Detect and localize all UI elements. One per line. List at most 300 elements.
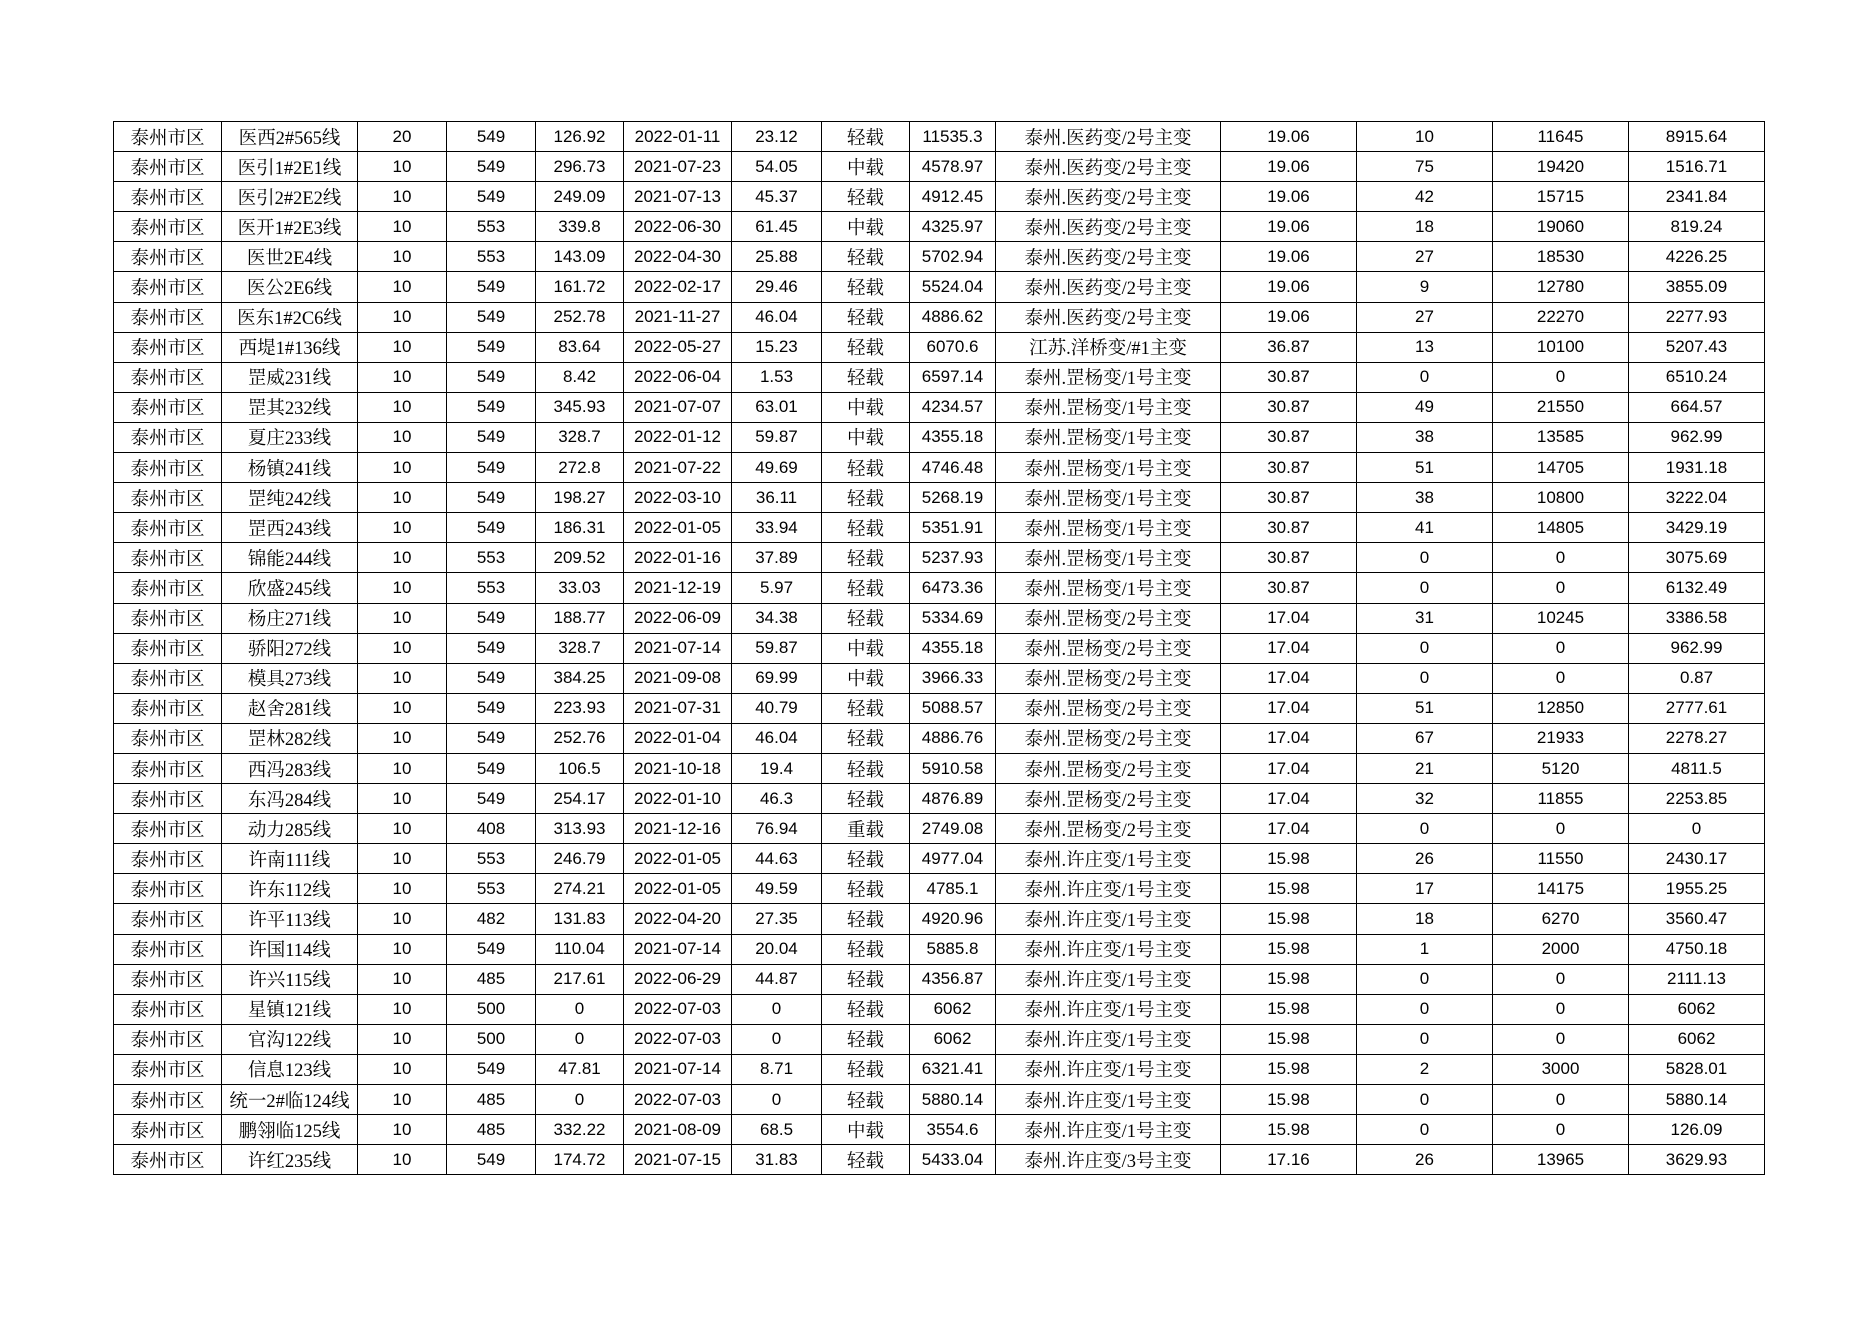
transformer-cell: 泰州.罡杨变/1号主变 [996,422,1221,452]
transformer-cell: 泰州.许庄变/1号主变 [996,994,1221,1024]
transformer-reserve-cell: 17.04 [1221,753,1357,783]
transformer-reserve-cell: 19.06 [1221,152,1357,182]
transformer-cell: 泰州.许庄变/1号主变 [996,844,1221,874]
max-load-cell: 126.92 [536,122,624,152]
load-status-cell: 轻载 [822,994,910,1024]
remaining-capacity-cell: 3222.04 [1629,483,1765,513]
users-count-cell: 75 [1357,152,1493,182]
max-load-date-cell: 2022-01-10 [624,784,732,814]
load-status-cell: 中载 [822,422,910,452]
table-row [114,272,1765,302]
installed-capacity-cell: 12780 [1493,272,1629,302]
transformer-reserve-cell: 15.98 [1221,934,1357,964]
feeder-name-cell: 杨镇241线 [222,453,358,483]
rated-capacity-cell: 549 [447,1054,536,1084]
max-load-date-cell: 2022-03-10 [624,483,732,513]
transformer-cell: 泰州.许庄变/1号主变 [996,1024,1221,1054]
table-row [114,392,1765,422]
available-capacity-cell: 4920.96 [910,904,996,934]
voltage-level-cell: 10 [358,272,447,302]
region-cell: 泰州市区 [114,422,222,452]
region-cell: 泰州市区 [114,122,222,152]
max-load-cell: 223.93 [536,693,624,723]
load-rate-cell: 8.71 [732,1054,822,1084]
installed-capacity-cell: 0 [1493,1115,1629,1145]
load-rate-cell: 46.3 [732,784,822,814]
remaining-capacity-cell: 6510.24 [1629,362,1765,392]
installed-capacity-cell: 19420 [1493,152,1629,182]
users-count-cell: 26 [1357,1145,1493,1175]
table-row [114,242,1765,272]
users-count-cell: 0 [1357,663,1493,693]
available-capacity-cell: 6062 [910,1024,996,1054]
max-load-date-cell: 2022-06-30 [624,212,732,242]
max-load-date-cell: 2022-01-04 [624,723,732,753]
remaining-capacity-cell: 0 [1629,814,1765,844]
load-status-cell: 轻载 [822,844,910,874]
table-row [114,422,1765,452]
transformer-reserve-cell: 17.04 [1221,603,1357,633]
load-rate-cell: 0 [732,1085,822,1115]
available-capacity-cell: 6062 [910,994,996,1024]
feeder-name-cell: 动力285线 [222,814,358,844]
load-rate-cell: 23.12 [732,122,822,152]
region-cell: 泰州市区 [114,573,222,603]
remaining-capacity-cell: 5828.01 [1629,1054,1765,1084]
transformer-reserve-cell: 30.87 [1221,543,1357,573]
load-rate-cell: 46.04 [732,723,822,753]
feeder-name-cell: 西堤1#136线 [222,332,358,362]
available-capacity-cell: 5268.19 [910,483,996,513]
load-rate-cell: 44.87 [732,964,822,994]
region-cell: 泰州市区 [114,272,222,302]
users-count-cell: 26 [1357,844,1493,874]
table-row [114,904,1765,934]
users-count-cell: 32 [1357,784,1493,814]
available-capacity-cell: 4325.97 [910,212,996,242]
table-row [114,753,1765,783]
remaining-capacity-cell: 819.24 [1629,212,1765,242]
load-rate-cell: 19.4 [732,753,822,783]
table-row [114,844,1765,874]
load-rate-cell: 33.94 [732,513,822,543]
remaining-capacity-cell: 4811.5 [1629,753,1765,783]
rated-capacity-cell: 549 [447,122,536,152]
load-rate-cell: 1.53 [732,362,822,392]
region-cell: 泰州市区 [114,964,222,994]
load-status-cell: 轻载 [822,1085,910,1115]
remaining-capacity-cell: 126.09 [1629,1115,1765,1145]
table-row [114,964,1765,994]
load-status-cell: 轻载 [822,302,910,332]
rated-capacity-cell: 553 [447,844,536,874]
voltage-level-cell: 10 [358,483,447,513]
max-load-date-cell: 2022-06-29 [624,964,732,994]
load-rate-cell: 31.83 [732,1145,822,1175]
available-capacity-cell: 5088.57 [910,693,996,723]
rated-capacity-cell: 549 [447,362,536,392]
load-rate-cell: 25.88 [732,242,822,272]
region-cell: 泰州市区 [114,1085,222,1115]
transformer-reserve-cell: 15.98 [1221,1085,1357,1115]
load-rate-cell: 63.01 [732,392,822,422]
installed-capacity-cell: 0 [1493,994,1629,1024]
feeder-name-cell: 星镇121线 [222,994,358,1024]
transformer-cell: 江苏.洋桥变/#1主变 [996,332,1221,362]
max-load-date-cell: 2022-04-30 [624,242,732,272]
installed-capacity-cell: 0 [1493,573,1629,603]
transformer-cell: 泰州.许庄变/1号主变 [996,1085,1221,1115]
feeder-name-cell: 医引1#2E1线 [222,152,358,182]
rated-capacity-cell: 549 [447,693,536,723]
feeder-name-cell: 罡其232线 [222,392,358,422]
region-cell: 泰州市区 [114,453,222,483]
table-row [114,332,1765,362]
load-rate-cell: 27.35 [732,904,822,934]
load-status-cell: 轻载 [822,122,910,152]
voltage-level-cell: 10 [358,964,447,994]
region-cell: 泰州市区 [114,1115,222,1145]
region-cell: 泰州市区 [114,513,222,543]
max-load-cell: 8.42 [536,362,624,392]
available-capacity-cell: 4886.62 [910,302,996,332]
table-row [114,362,1765,392]
max-load-date-cell: 2021-10-18 [624,753,732,783]
region-cell: 泰州市区 [114,633,222,663]
rated-capacity-cell: 485 [447,1085,536,1115]
transformer-cell: 泰州.罡杨变/2号主变 [996,723,1221,753]
region-cell: 泰州市区 [114,212,222,242]
max-load-cell: 131.83 [536,904,624,934]
feeder-name-cell: 信息123线 [222,1054,358,1084]
transformer-reserve-cell: 19.06 [1221,182,1357,212]
table-row [114,723,1765,753]
available-capacity-cell: 5702.94 [910,242,996,272]
table-row [114,543,1765,573]
transformer-reserve-cell: 17.04 [1221,723,1357,753]
max-load-cell: 272.8 [536,453,624,483]
max-load-cell: 174.72 [536,1145,624,1175]
max-load-date-cell: 2022-05-27 [624,332,732,362]
transformer-cell: 泰州.医药变/2号主变 [996,122,1221,152]
max-load-date-cell: 2022-01-05 [624,874,732,904]
voltage-level-cell: 10 [358,302,447,332]
transformer-cell: 泰州.罡杨变/2号主变 [996,753,1221,783]
table-row [114,453,1765,483]
rated-capacity-cell: 549 [447,663,536,693]
remaining-capacity-cell: 2253.85 [1629,784,1765,814]
transformer-cell: 泰州.罡杨变/2号主变 [996,693,1221,723]
feeder-name-cell: 鹏翎临125线 [222,1115,358,1145]
max-load-cell: 0 [536,1085,624,1115]
available-capacity-cell: 5910.58 [910,753,996,783]
remaining-capacity-cell: 3075.69 [1629,543,1765,573]
available-capacity-cell: 6473.36 [910,573,996,603]
transformer-reserve-cell: 15.98 [1221,964,1357,994]
available-capacity-cell: 4746.48 [910,453,996,483]
voltage-level-cell: 10 [358,332,447,362]
max-load-cell: 47.81 [536,1054,624,1084]
voltage-level-cell: 10 [358,152,447,182]
rated-capacity-cell: 549 [447,422,536,452]
table-row [114,1145,1765,1175]
installed-capacity-cell: 0 [1493,663,1629,693]
available-capacity-cell: 4912.45 [910,182,996,212]
available-capacity-cell: 5880.14 [910,1085,996,1115]
remaining-capacity-cell: 1516.71 [1629,152,1765,182]
rated-capacity-cell: 549 [447,784,536,814]
transformer-reserve-cell: 15.98 [1221,994,1357,1024]
load-rate-cell: 40.79 [732,693,822,723]
available-capacity-cell: 4355.18 [910,633,996,663]
transformer-cell: 泰州.罡杨变/1号主变 [996,392,1221,422]
load-rate-cell: 59.87 [732,633,822,663]
transformer-reserve-cell: 30.87 [1221,573,1357,603]
installed-capacity-cell: 19060 [1493,212,1629,242]
feeder-name-cell: 医西2#565线 [222,122,358,152]
users-count-cell: 27 [1357,242,1493,272]
max-load-cell: 332.22 [536,1115,624,1145]
rated-capacity-cell: 500 [447,1024,536,1054]
installed-capacity-cell: 11645 [1493,122,1629,152]
max-load-date-cell: 2021-07-13 [624,182,732,212]
transformer-cell: 泰州.罡杨变/1号主变 [996,573,1221,603]
feeder-name-cell: 医世2E4线 [222,242,358,272]
transformer-reserve-cell: 17.04 [1221,693,1357,723]
rated-capacity-cell: 549 [447,1145,536,1175]
users-count-cell: 0 [1357,814,1493,844]
installed-capacity-cell: 12850 [1493,693,1629,723]
feeder-name-cell: 罡林282线 [222,723,358,753]
users-count-cell: 42 [1357,182,1493,212]
transformer-cell: 泰州.医药变/2号主变 [996,152,1221,182]
region-cell: 泰州市区 [114,182,222,212]
table-row [114,784,1765,814]
voltage-level-cell: 10 [358,513,447,543]
available-capacity-cell: 4234.57 [910,392,996,422]
max-load-cell: 339.8 [536,212,624,242]
rated-capacity-cell: 553 [447,874,536,904]
region-cell: 泰州市区 [114,242,222,272]
installed-capacity-cell: 10245 [1493,603,1629,633]
users-count-cell: 51 [1357,453,1493,483]
available-capacity-cell: 2749.08 [910,814,996,844]
installed-capacity-cell: 22270 [1493,302,1629,332]
users-count-cell: 0 [1357,1024,1493,1054]
rated-capacity-cell: 549 [447,152,536,182]
available-capacity-cell: 3554.6 [910,1115,996,1145]
table-row [114,814,1765,844]
users-count-cell: 9 [1357,272,1493,302]
users-count-cell: 31 [1357,603,1493,633]
voltage-level-cell: 10 [358,663,447,693]
table-row [114,1054,1765,1084]
max-load-cell: 254.17 [536,784,624,814]
installed-capacity-cell: 0 [1493,814,1629,844]
load-status-cell: 轻载 [822,513,910,543]
remaining-capacity-cell: 2277.93 [1629,302,1765,332]
region-cell: 泰州市区 [114,483,222,513]
transformer-reserve-cell: 19.06 [1221,122,1357,152]
transformer-reserve-cell: 17.04 [1221,784,1357,814]
users-count-cell: 18 [1357,212,1493,242]
installed-capacity-cell: 14805 [1493,513,1629,543]
remaining-capacity-cell: 3386.58 [1629,603,1765,633]
rated-capacity-cell: 485 [447,964,536,994]
users-count-cell: 67 [1357,723,1493,753]
available-capacity-cell: 3966.33 [910,663,996,693]
feeder-name-cell: 官沟122线 [222,1024,358,1054]
voltage-level-cell: 10 [358,362,447,392]
installed-capacity-cell: 14705 [1493,453,1629,483]
voltage-level-cell: 10 [358,1024,447,1054]
load-status-cell: 轻载 [822,1024,910,1054]
max-load-cell: 217.61 [536,964,624,994]
max-load-date-cell: 2021-08-09 [624,1115,732,1145]
feeder-name-cell: 许红235线 [222,1145,358,1175]
transformer-cell: 泰州.许庄变/1号主变 [996,904,1221,934]
load-status-cell: 轻载 [822,753,910,783]
max-load-cell: 161.72 [536,272,624,302]
feeder-name-cell: 医引2#2E2线 [222,182,358,212]
max-load-date-cell: 2021-07-31 [624,693,732,723]
load-rate-cell: 15.23 [732,332,822,362]
available-capacity-cell: 5885.8 [910,934,996,964]
load-status-cell: 轻载 [822,272,910,302]
remaining-capacity-cell: 6062 [1629,1024,1765,1054]
max-load-date-cell: 2021-07-14 [624,1054,732,1084]
transformer-cell: 泰州.罡杨变/1号主变 [996,513,1221,543]
feeder-name-cell: 许平113线 [222,904,358,934]
voltage-level-cell: 10 [358,874,447,904]
available-capacity-cell: 4785.1 [910,874,996,904]
transformer-reserve-cell: 17.04 [1221,814,1357,844]
max-load-date-cell: 2022-02-17 [624,272,732,302]
load-status-cell: 轻载 [822,784,910,814]
users-count-cell: 49 [1357,392,1493,422]
load-rate-cell: 61.45 [732,212,822,242]
installed-capacity-cell: 10100 [1493,332,1629,362]
users-count-cell: 0 [1357,362,1493,392]
voltage-level-cell: 10 [358,723,447,753]
load-rate-cell: 0 [732,994,822,1024]
voltage-level-cell: 10 [358,422,447,452]
load-status-cell: 轻载 [822,904,910,934]
available-capacity-cell: 4355.18 [910,422,996,452]
load-rate-cell: 76.94 [732,814,822,844]
feeder-name-cell: 西冯283线 [222,753,358,783]
max-load-date-cell: 2022-01-16 [624,543,732,573]
transformer-reserve-cell: 15.98 [1221,904,1357,934]
region-cell: 泰州市区 [114,934,222,964]
voltage-level-cell: 10 [358,814,447,844]
installed-capacity-cell: 0 [1493,362,1629,392]
installed-capacity-cell: 13585 [1493,422,1629,452]
load-rate-cell: 49.59 [732,874,822,904]
max-load-date-cell: 2022-06-04 [624,362,732,392]
table-row [114,1115,1765,1145]
transformer-cell: 泰州.罡杨变/2号主变 [996,663,1221,693]
feeder-name-cell: 医开1#2E3线 [222,212,358,242]
rated-capacity-cell: 553 [447,543,536,573]
rated-capacity-cell: 549 [447,302,536,332]
max-load-date-cell: 2022-01-05 [624,513,732,543]
feeder-name-cell: 赵舍281线 [222,693,358,723]
users-count-cell: 38 [1357,422,1493,452]
rated-capacity-cell: 549 [447,723,536,753]
feeder-name-cell: 罡威231线 [222,362,358,392]
voltage-level-cell: 10 [358,543,447,573]
load-status-cell: 轻载 [822,483,910,513]
transformer-cell: 泰州.罡杨变/2号主变 [996,784,1221,814]
load-status-cell: 中载 [822,663,910,693]
table-row [114,603,1765,633]
rated-capacity-cell: 549 [447,272,536,302]
feeder-name-cell: 许国114线 [222,934,358,964]
users-count-cell: 2 [1357,1054,1493,1084]
load-status-cell: 中载 [822,633,910,663]
remaining-capacity-cell: 5207.43 [1629,332,1765,362]
users-count-cell: 1 [1357,934,1493,964]
max-load-date-cell: 2022-01-11 [624,122,732,152]
transformer-cell: 泰州.许庄变/1号主变 [996,964,1221,994]
table-row [114,663,1765,693]
installed-capacity-cell: 6270 [1493,904,1629,934]
available-capacity-cell: 5433.04 [910,1145,996,1175]
users-count-cell: 0 [1357,543,1493,573]
transformer-reserve-cell: 19.06 [1221,302,1357,332]
available-capacity-cell: 4886.76 [910,723,996,753]
load-status-cell: 轻载 [822,934,910,964]
table-row [114,513,1765,543]
installed-capacity-cell: 13965 [1493,1145,1629,1175]
rated-capacity-cell: 553 [447,573,536,603]
load-status-cell: 轻载 [822,332,910,362]
max-load-cell: 33.03 [536,573,624,603]
remaining-capacity-cell: 2111.13 [1629,964,1765,994]
feeder-name-cell: 欣盛245线 [222,573,358,603]
load-rate-cell: 68.5 [732,1115,822,1145]
load-status-cell: 轻载 [822,1145,910,1175]
max-load-cell: 186.31 [536,513,624,543]
max-load-date-cell: 2021-07-22 [624,453,732,483]
max-load-cell: 249.09 [536,182,624,212]
load-status-cell: 轻载 [822,362,910,392]
max-load-cell: 252.76 [536,723,624,753]
load-status-cell: 轻载 [822,693,910,723]
load-rate-cell: 5.97 [732,573,822,603]
max-load-date-cell: 2021-07-15 [624,1145,732,1175]
max-load-date-cell: 2021-07-14 [624,633,732,663]
transformer-reserve-cell: 15.98 [1221,1024,1357,1054]
transformer-reserve-cell: 30.87 [1221,422,1357,452]
users-count-cell: 0 [1357,633,1493,663]
load-status-cell: 轻载 [822,242,910,272]
max-load-cell: 246.79 [536,844,624,874]
transformer-cell: 泰州.罡杨变/1号主变 [996,543,1221,573]
voltage-level-cell: 10 [358,182,447,212]
transformer-cell: 泰州.医药变/2号主变 [996,242,1221,272]
remaining-capacity-cell: 962.99 [1629,633,1765,663]
voltage-level-cell: 10 [358,453,447,483]
transformer-reserve-cell: 17.04 [1221,663,1357,693]
load-status-cell: 轻载 [822,964,910,994]
rated-capacity-cell: 485 [447,1115,536,1145]
feeder-name-cell: 医东1#2C6线 [222,302,358,332]
available-capacity-cell: 4977.04 [910,844,996,874]
max-load-date-cell: 2022-04-20 [624,904,732,934]
region-cell: 泰州市区 [114,302,222,332]
